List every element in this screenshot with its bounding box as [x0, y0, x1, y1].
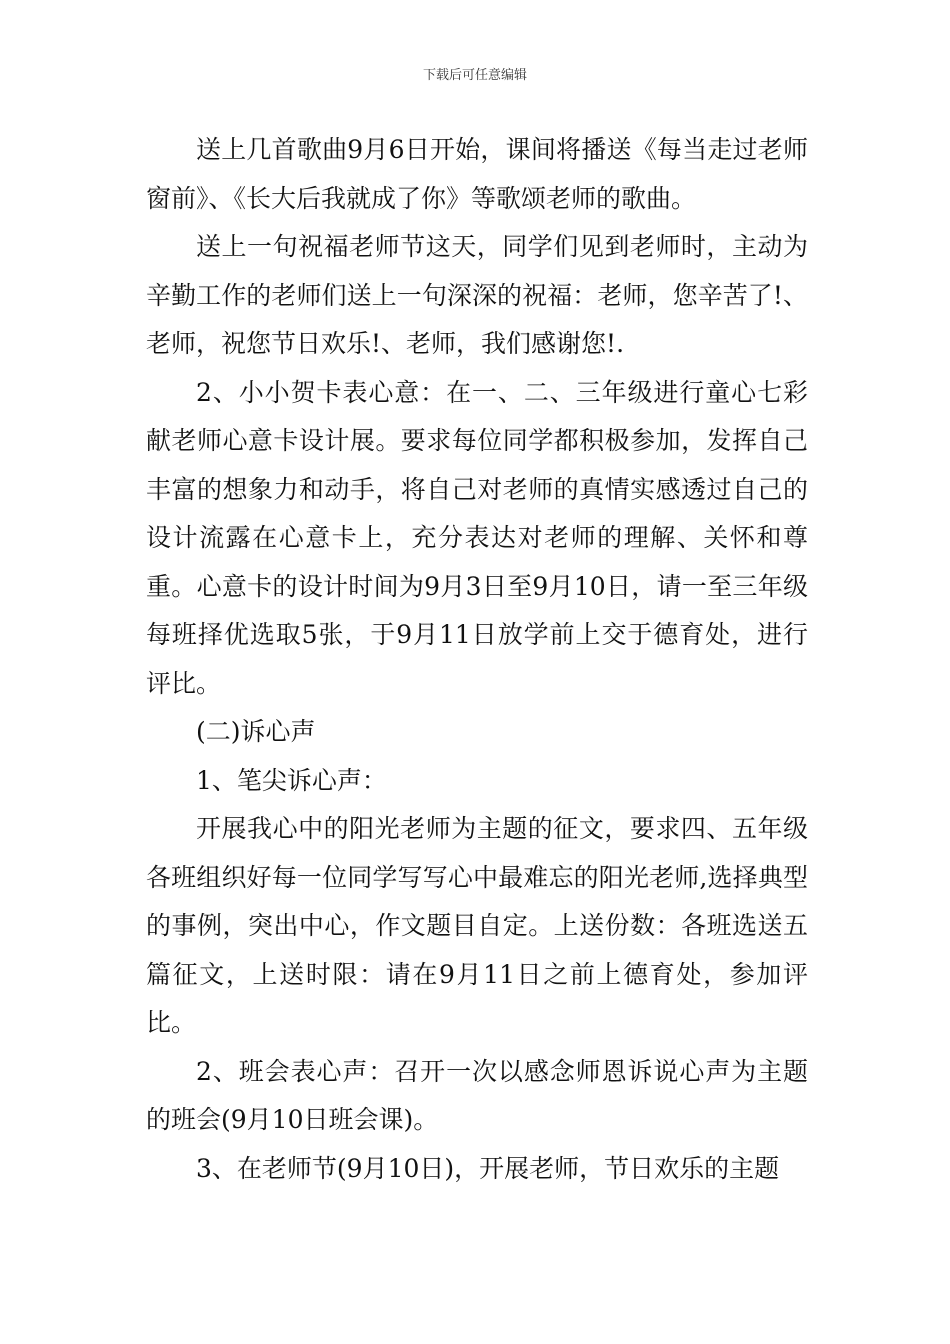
paragraph-blessing: 送上一句祝福老师节这天，同学们见到老师时，主动为辛勤工作的老师们送上一句深深的祝福：老师，您辛苦了!、老师，祝您节日欢乐!、老师，我们感谢您!. — [146, 232, 808, 358]
page-header: 下载后可任意编辑 — [422, 68, 527, 83]
paragraph-greeting-card: 2、小小贺卡表心意：在一、二、三年级进行童心七彩献老师心意卡设计展。要求每位同学都积极参加，发挥自己丰富的想象力和动手，将自己对老师的真情实感透过自己的设计流露在心意卡上，充分表达对老师的理解、关怀和尊重。心意卡的设计时间为9月3日至9月10日，请一至三年级每班择优选取5张，于9月11日放学前上交于德育处，进行评比。 — [146, 377, 808, 698]
paragraph-teachers-day: 3、在老师节(9月10日)，开展老师，节日欢乐的主题 — [196, 1153, 780, 1183]
paragraph-songs: 送上几首歌曲9月6日开始，课间将播送《每当走过老师窗前》、《长大后我就成了你》等歌颂老师的歌曲。 — [146, 135, 808, 213]
section-heading: (二)诉心声 — [196, 717, 316, 746]
document-body — [146, 126, 808, 1193]
paragraph-class-meeting: 2、班会表心声：召开一次以感念师恩诉说心声为主题的班会(9月10日班会课)。 — [146, 1056, 808, 1134]
paragraph-essay: 开展我心中的阳光老师为主题的征文，要求四、五年级各班组织好每一位同学写写心中最难忘的阳光老师,选择典型的事例，突出中心，作文题目自定。上送份数：各班选送五篇征文，上送时限：请在9月11日之前上德育处，参加评比。 — [146, 814, 808, 1037]
subsection-heading: 1、笔尖诉心声： — [196, 765, 387, 795]
